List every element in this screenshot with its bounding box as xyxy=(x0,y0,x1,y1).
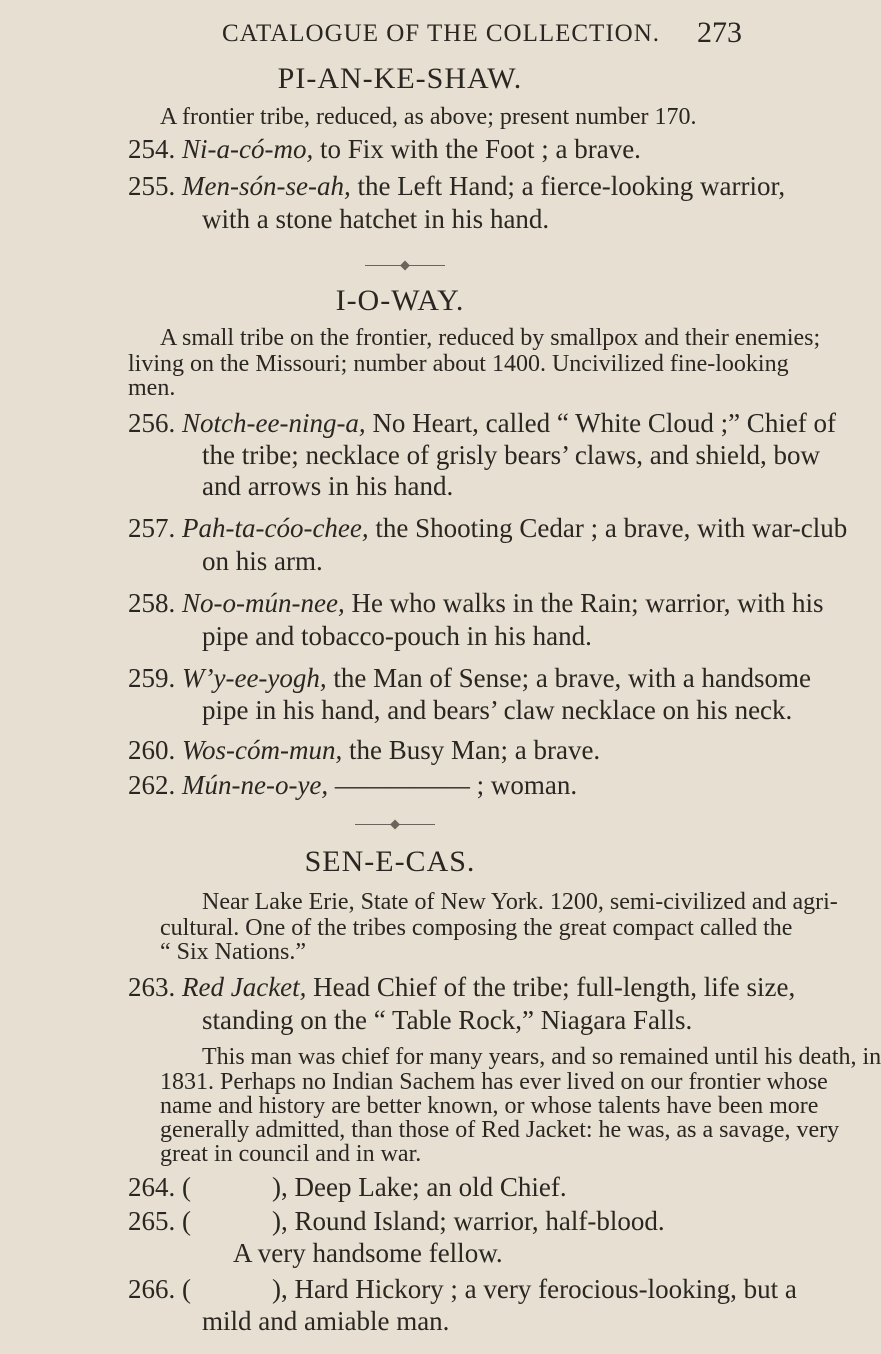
entry-263 xyxy=(128,972,795,1003)
running-head xyxy=(222,16,742,49)
entry-number: 260. xyxy=(128,735,176,765)
entry-262 xyxy=(128,770,577,801)
entry-description: the Man of Sense; a brave, with a handsome xyxy=(333,663,812,693)
entry-name: Men-són-se-ah, xyxy=(182,171,351,201)
entry-description: No Heart, called “ White Cloud ;” Chief of xyxy=(372,408,837,438)
entry-number: 259. xyxy=(128,663,176,693)
entry-265 xyxy=(128,1206,665,1237)
note-line: great in council and in war. xyxy=(160,1141,422,1167)
entry-255-cont: with a stone hatchet in his hand. xyxy=(202,204,550,234)
entry-name: ( ), xyxy=(182,1206,288,1236)
entry-number: 258. xyxy=(128,588,176,618)
entry-256-cont: the tribe; necklace of grisly bears’ claws, and shield, bow xyxy=(202,440,821,470)
entry-name: Pah-ta-cóo-chee, xyxy=(182,513,369,543)
entry-number: 257. xyxy=(128,513,176,543)
entry-description: to Fix with the Foot ; a brave. xyxy=(319,134,641,164)
entry-266 xyxy=(128,1274,797,1305)
entry-number: 264. xyxy=(128,1172,176,1202)
entry-258-cont: pipe and tobacco-pouch in his hand. xyxy=(202,621,592,651)
entry-description: the Busy Man; a brave. xyxy=(348,735,601,765)
note-line: 1831. Perhaps no Indian Sachem has ever lived on our frontier whose xyxy=(160,1069,828,1095)
entry-name: No-o-mún-nee, xyxy=(182,588,345,618)
entry-264 xyxy=(128,1172,567,1203)
entry-name: Red Jacket, xyxy=(182,972,307,1002)
section-heading-piankeshaw: PI-AN-KE-SHAW. xyxy=(277,62,523,95)
running-head-title: CATALOGUE OF THE COLLECTION. xyxy=(222,20,661,47)
entry-number: 265. xyxy=(128,1206,176,1236)
entry-260 xyxy=(128,735,600,766)
entry-description: He who walks in the Rain; warrior, with his xyxy=(351,588,824,618)
entry-name: ( ), xyxy=(182,1274,288,1304)
entry-number: 254. xyxy=(128,134,176,164)
entry-number: 262. xyxy=(128,770,176,800)
page-number: 273 xyxy=(697,16,742,49)
entry-256 xyxy=(128,408,836,439)
entry-255 xyxy=(128,171,785,202)
intro-line: living on the Missouri; number about 1400. Uncivilized fine-looking xyxy=(128,351,789,377)
entry-name: ( ), xyxy=(182,1172,288,1202)
entry-256-cont: and arrows in his hand. xyxy=(202,471,454,501)
entry-263-cont: standing on the “ Table Rock,” Niagara Falls. xyxy=(202,1005,693,1035)
entry-description: Round Island; warrior, half-blood. xyxy=(294,1206,665,1236)
note-line: name and history are better known, or whose talents have been more xyxy=(160,1093,819,1119)
entry-257-cont: on his arm. xyxy=(202,546,323,576)
section-heading-ioway: I-O-WAY. xyxy=(335,284,465,317)
entry-name: Wos-cóm-mun, xyxy=(182,735,343,765)
entry-259-cont: pipe in his hand, and bears’ claw necklace on his neck. xyxy=(202,695,793,725)
intro-line: cultural. One of the tribes composing the great compact called the xyxy=(160,915,793,941)
intro-line: men. xyxy=(128,375,176,401)
entry-description: the Shooting Cedar ; a brave, with war-club xyxy=(375,513,848,543)
entry-description: Head Chief of the tribe; full-length, life size, xyxy=(313,972,796,1002)
entry-description: ————— ; woman. xyxy=(334,770,578,800)
intro-line: “ Six Nations.” xyxy=(160,939,306,965)
entry-name: Mún-ne-o-ye, xyxy=(182,770,329,800)
note-line: generally admitted, than those of Red Jacket: he was, as a savage, very xyxy=(160,1117,840,1143)
intro-line: A small tribe on the frontier, reduced by smallpox and their enemies; xyxy=(160,325,821,351)
entry-description: Hard Hickory ; a very ferocious-looking, but a xyxy=(294,1274,797,1304)
entry-266-cont: mild and amiable man. xyxy=(202,1306,450,1336)
entry-number: 266. xyxy=(128,1274,176,1304)
entry-name: W’y-ee-yogh, xyxy=(182,663,327,693)
ornament-divider xyxy=(365,265,445,266)
note-line: This man was chief for many years, and so remained until his death, in xyxy=(202,1044,881,1070)
entry-259 xyxy=(128,663,811,694)
intro-line: A frontier tribe, reduced, as above; present number 170. xyxy=(160,104,697,130)
entry-254 xyxy=(128,134,641,165)
entry-name: Ni-a-có-mo, xyxy=(182,134,314,164)
entry-258 xyxy=(128,588,824,619)
section-heading-senecas: SEN-E-CAS. xyxy=(304,845,476,878)
entry-number: 255. xyxy=(128,171,176,201)
entry-265-cont: A very handsome fellow. xyxy=(233,1238,503,1268)
ornament-divider xyxy=(355,824,435,825)
entry-number: 263. xyxy=(128,972,176,1002)
intro-line: Near Lake Erie, State of New York. 1200, semi-civilized and agri- xyxy=(202,889,838,915)
entry-description: Deep Lake; an old Chief. xyxy=(294,1172,567,1202)
entry-description: the Left Hand; a fierce-looking warrior, xyxy=(357,171,786,201)
entry-number: 256. xyxy=(128,408,176,438)
entry-name: Notch-ee-ning-a, xyxy=(182,408,366,438)
entry-257 xyxy=(128,513,847,544)
